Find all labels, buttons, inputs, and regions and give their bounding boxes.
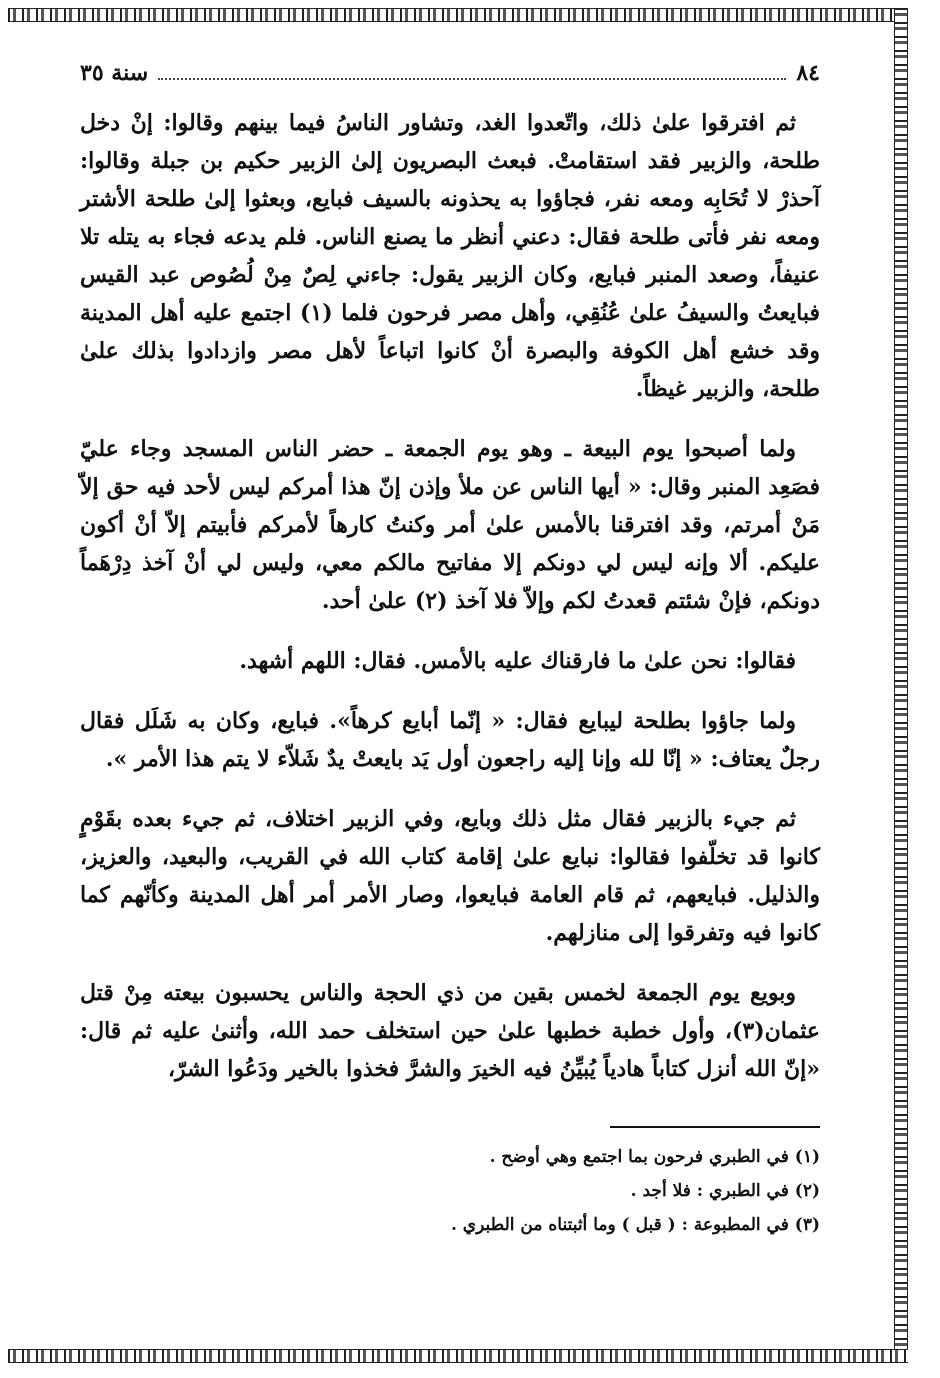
paragraph-4: ولما جاؤوا بطلحة ليبايع فقال: « إنّما أبايع كرهاً». فبايع، وكان به شَلَل فقال رجلٌ يعتاف: « إنّا لله وإنا إليه راجعون أول يَد بايعتْ يدٌ شَلاّء لا يتم هذا الأمر ». — [80, 708, 820, 772]
page-content — [80, 60, 820, 1242]
paragraph-5: ثم جيء بالزبير فقال مثل ذلك وبايع، وفي الزبير اختلاف، ثم جيء بعده بقَوْمٍ كانوا قد تخلّفوا فقالوا: نبايع علىٰ إقامة كتاب الله في القريب، والبعيد، والعزيز، والذليل. فبايعهم، ثم قام العامة فبايعوا، وصار الأمر أمر أهل المدينة وكأنّهم كما كانوا فيه وتفرقوا إلى منازلهم. — [80, 806, 820, 946]
paragraph-3: فقالوا: نحن علىٰ ما فارقناك عليه بالأمس. فقال: اللهم أشهد. — [239, 648, 796, 674]
running-title: سنة ٣٥ — [80, 60, 149, 86]
ornamental-border-top — [8, 8, 908, 22]
ornamental-border-bottom — [8, 1349, 908, 1363]
page-header — [80, 60, 820, 86]
paragraph-6: وبويع يوم الجمعة لخمس بقين من ذي الحجة والناس يحسبون بيعته مِنْ قتل عثمان(٣)، وأول خطبة خطبها علىٰ حين استخلف حمد الله، وأثنىٰ عليه ثم قال: «إنّ الله أنزل كتاباً هادياً يُبيِّنُ فيه الخيرَ والشرَّ فخذوا بالخير ودَعُوا الشرّ، — [80, 980, 820, 1082]
header-dotted-leader — [158, 77, 786, 80]
paragraph-2: ولما أصبحوا يوم البيعة ـ وهو يوم الجمعة ـ حضر الناس المسجد وجاء عليّ فصَعِد المنبر وقال: « أيها الناس عن ملأ وإذن إنّ هذا أمركم ليس لأحد فيه حق إلاّ مَنْ أمرتم، وقد افترقنا بالأمس علىٰ أمر وكنتُ كارهاً لأمركم فأبيتم إلاّ أنْ أكون عليكم. ألا وإنه ليس لي دونكم إلا مفاتيح مالكم معي، وليس لي أنْ آخذ دِرْهَماً دونكم، فإنْ شئتم قعدتُ لكم وإلاّ فلا آخذ (٢) علىٰ أحد. — [80, 436, 820, 614]
footnote-1: (١) في الطبري فرحون بما اجتمع وهي أوضح . — [489, 1147, 820, 1167]
ornamental-border-right — [894, 8, 908, 1363]
paragraph-1: ثم افترقوا علىٰ ذلك، واتّعدوا الغد، وتشاور الناسُ فيما بينهم وقالوا: إنْ دخل طلحة، والزبير فقد استقامتْ. فبعث البصريون إلىٰ الزبير حكيم بن جبلة وقالوا: آحذرْ لا تُحَابِه ومعه نفر، فجاؤوا به يحذونه بالسيف فبايع، وبعثوا إلىٰ طلحة الأشتر ومعه نفر فأتى طلحة فقال: دعني أنظر ما يصنع الناس. فلم يدعه فجاء به يتله تلا عنيفاً، وصعد المنبر فبايع، وكان الزبير يقول: جاءني لِصٌ مِنْ لُصُوص عبد القيس فبايعتُ والسيفُ علىٰ عُنُقِي، وأهل مصر فرحون فلما (١) اجتمع عليه أهل المدينة وقد خشع أهل الكوفة والبصرة أنْ كانوا اتباعاً لأهل مصر وازدادوا بذلك علىٰ طلحة، والزبير غيظاً. — [80, 110, 821, 402]
footnote-3: (٣) في المطبوعة : ( قبل ) وما أثبتناه من الطبري . — [450, 1215, 820, 1235]
footnote-2: (٢) في الطبري : فلا أجد . — [630, 1181, 820, 1201]
footnote-separator — [80, 1110, 820, 1140]
page-number: ٨٤ — [796, 60, 820, 86]
footnote-rule — [610, 1126, 820, 1128]
